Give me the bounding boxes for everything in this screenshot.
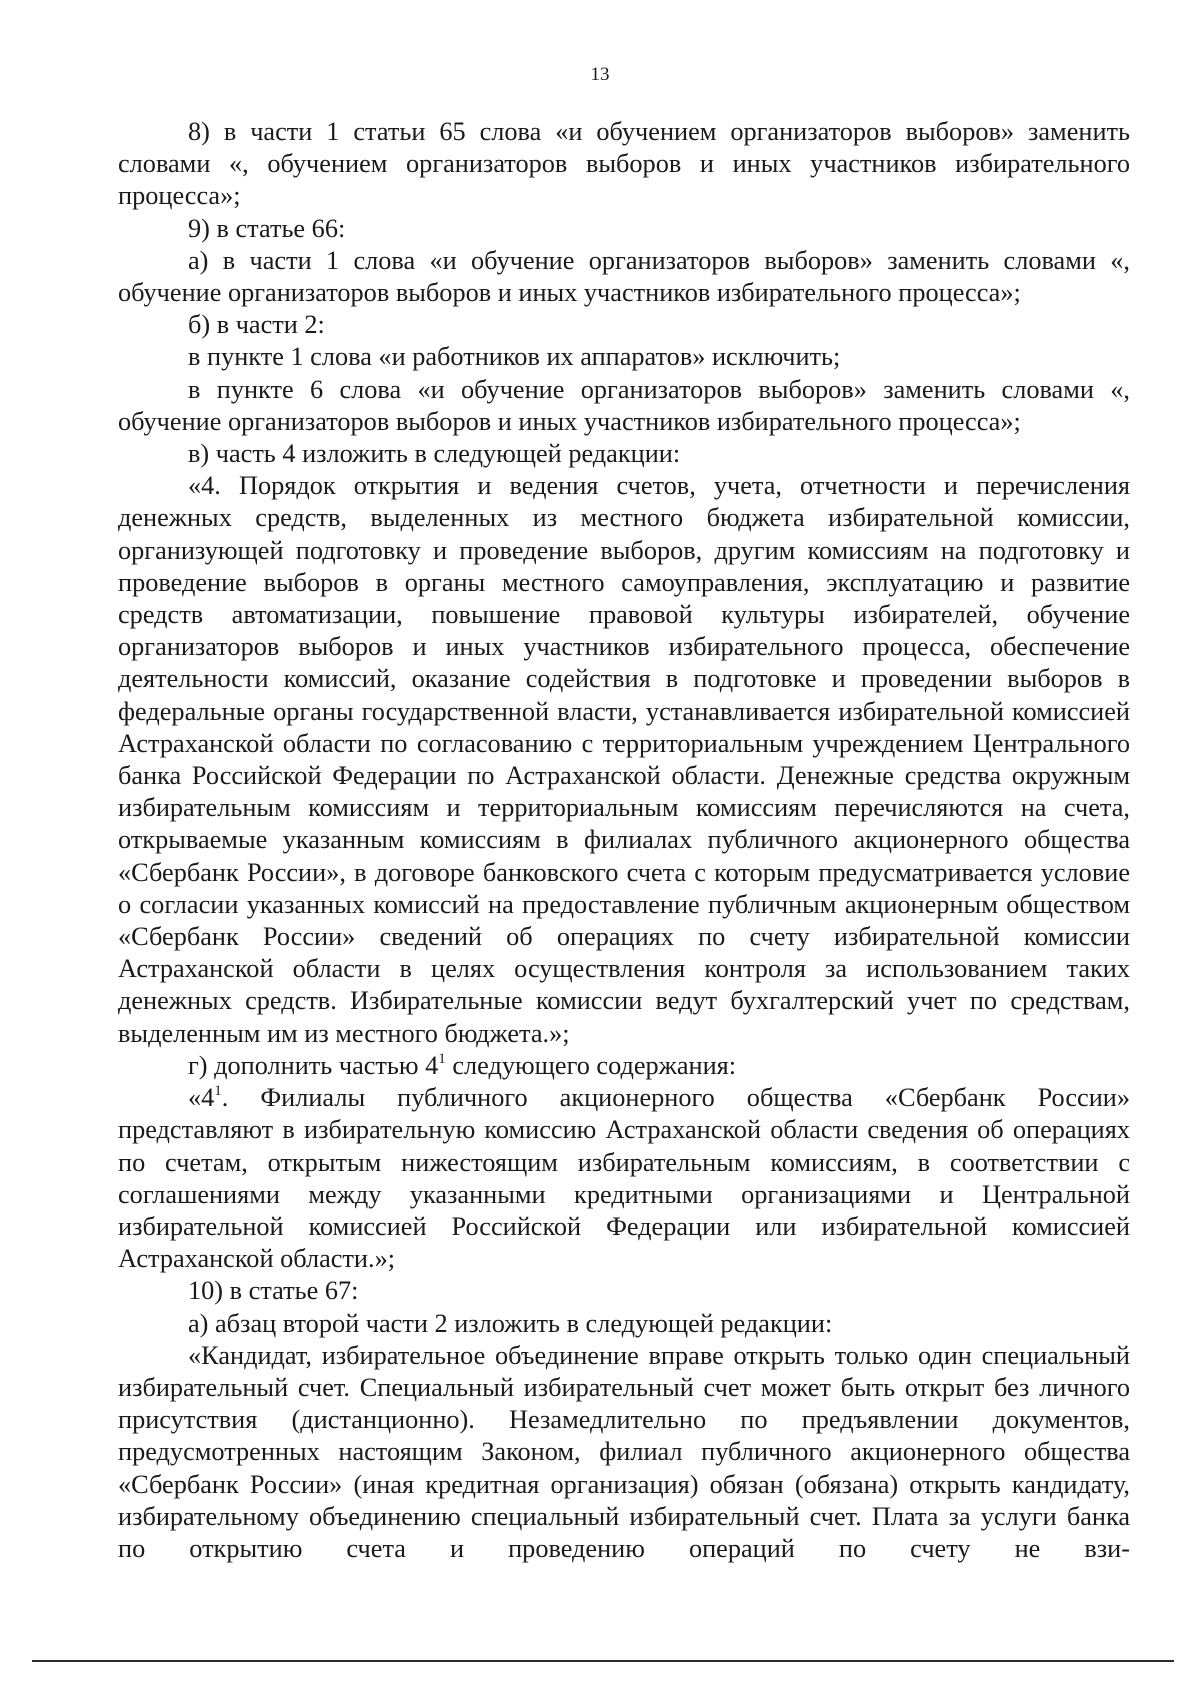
item-9b-point6: в пункте 6 слова «и обучение организаторов выборов» заменить словами «, обучение организаторов выборов и иных участников избирательного процесса»; xyxy=(118,374,1130,436)
item-9a-text: а) в части 1 слова «и обучение организаторов выборов» заменить словами «, обучение организаторов выборов и иных участников избирательного процесса»; xyxy=(118,245,1130,308)
item-9g-quoted-part41 xyxy=(118,1082,1130,1275)
item-10-heading: 10) в статье 67: xyxy=(188,1276,359,1306)
item-9g-heading xyxy=(118,1050,1130,1082)
item-9b-point1: в пункте 1 слова «и работников их аппаратов» исключить; xyxy=(188,342,841,372)
item-9g-quote-superscript: 1 xyxy=(214,1083,222,1100)
page-number: 13 xyxy=(590,64,610,85)
item-9g-quote-open: «4 xyxy=(188,1083,215,1113)
document-body xyxy=(118,116,1130,1565)
item-10a-heading: а) абзац второй части 2 изложить в следующей редакции: xyxy=(188,1308,833,1338)
item-9g-quote-rest: . Филиалы публичного акционерного общества «Сбербанк России» представляют в избирательную комиссию Астраханской области сведения об операциях по счетам, открытым нижестоящим избирательным комиссиям, в соответствии с соглашениями между указанными кредитными организациями и Центральной избирательной комиссией Российской Федерации или избирательной комиссией Астраханской области.»; xyxy=(118,1083,1130,1274)
item-9v-heading: в) часть 4 изложить в следующей редакции: xyxy=(188,439,681,469)
item-9-heading: 9) в статье 66: xyxy=(188,213,346,243)
item-8-text: 8) в части 1 статьи 65 слова «и обучением организаторов выборов» заменить словами «, обучением организаторов выборов и иных участников избирательного процесса»; xyxy=(118,117,1130,211)
item-9g-superscript: 1 xyxy=(438,1050,446,1067)
item-10a-quoted-text: «Кандидат, избирательное объединение вправе открыть только один специальный избирательный счет. Специальный избирательный счет может быть открыт без личного присутствия (дистанционно). Незамедлительно по предъявлении документов, предусмотренных настоящим Законом, филиал публичного акционерного общества «Сбербанк России» (иная кредитная организация) обязан (обязана) открыть кандидату, избирательному объединению специальный избирательный счет. Плата за услуги банка по открытию счета и проведению операций по счету не взи- xyxy=(118,1340,1130,1563)
item-9g-text-after: следующего содержания: xyxy=(445,1050,737,1080)
item-9g-text-before: г) дополнить частью 4 xyxy=(188,1050,439,1080)
item-9b-heading: б) в части 2: xyxy=(188,310,325,340)
item-9v-quoted-part4: «4. Порядок открытия и ведения счетов, учета, отчетности и перечисления денежных средств, выделенных из местного бюджета избирательной комиссии, организующей подготовку и проведение выборов, другим комиссиям на подготовку и проведение выборов в органы местного самоуправления, эксплуатацию и развитие средств автоматизации, повышение правовой культуры избирателей, обучение организаторов выборов и иных участников избирательного процесса, обеспечение деятельности комиссий, оказание содействия в подготовке и проведении выборов в федеральные органы государственной власти, устанавливается избирательной комиссией Астраханской области по согласованию с территориальным учреждением Центрального банка Российской Федерации по Астраханской области. Денежные средства окружным избирательным комиссиям и территориальным комиссиям перечисляются на счета, открываемые указанным комиссиям в филиалах публичного акционерного общества «Сбербанк России», в договоре банковского счета с которым предусматривается условие о согласии указанных комиссий на предоставление публичным акционерным обществом «Сбербанк России» сведений об операциях по счету избирательной комиссии Астраханской области в целях осуществления контроля за использованием таких денежных средств. Избирательные комиссии ведут бухгалтерский учет по средствам, выделенным им из местного бюджета.»; xyxy=(118,471,1130,1048)
footer-divider xyxy=(32,1660,1174,1662)
